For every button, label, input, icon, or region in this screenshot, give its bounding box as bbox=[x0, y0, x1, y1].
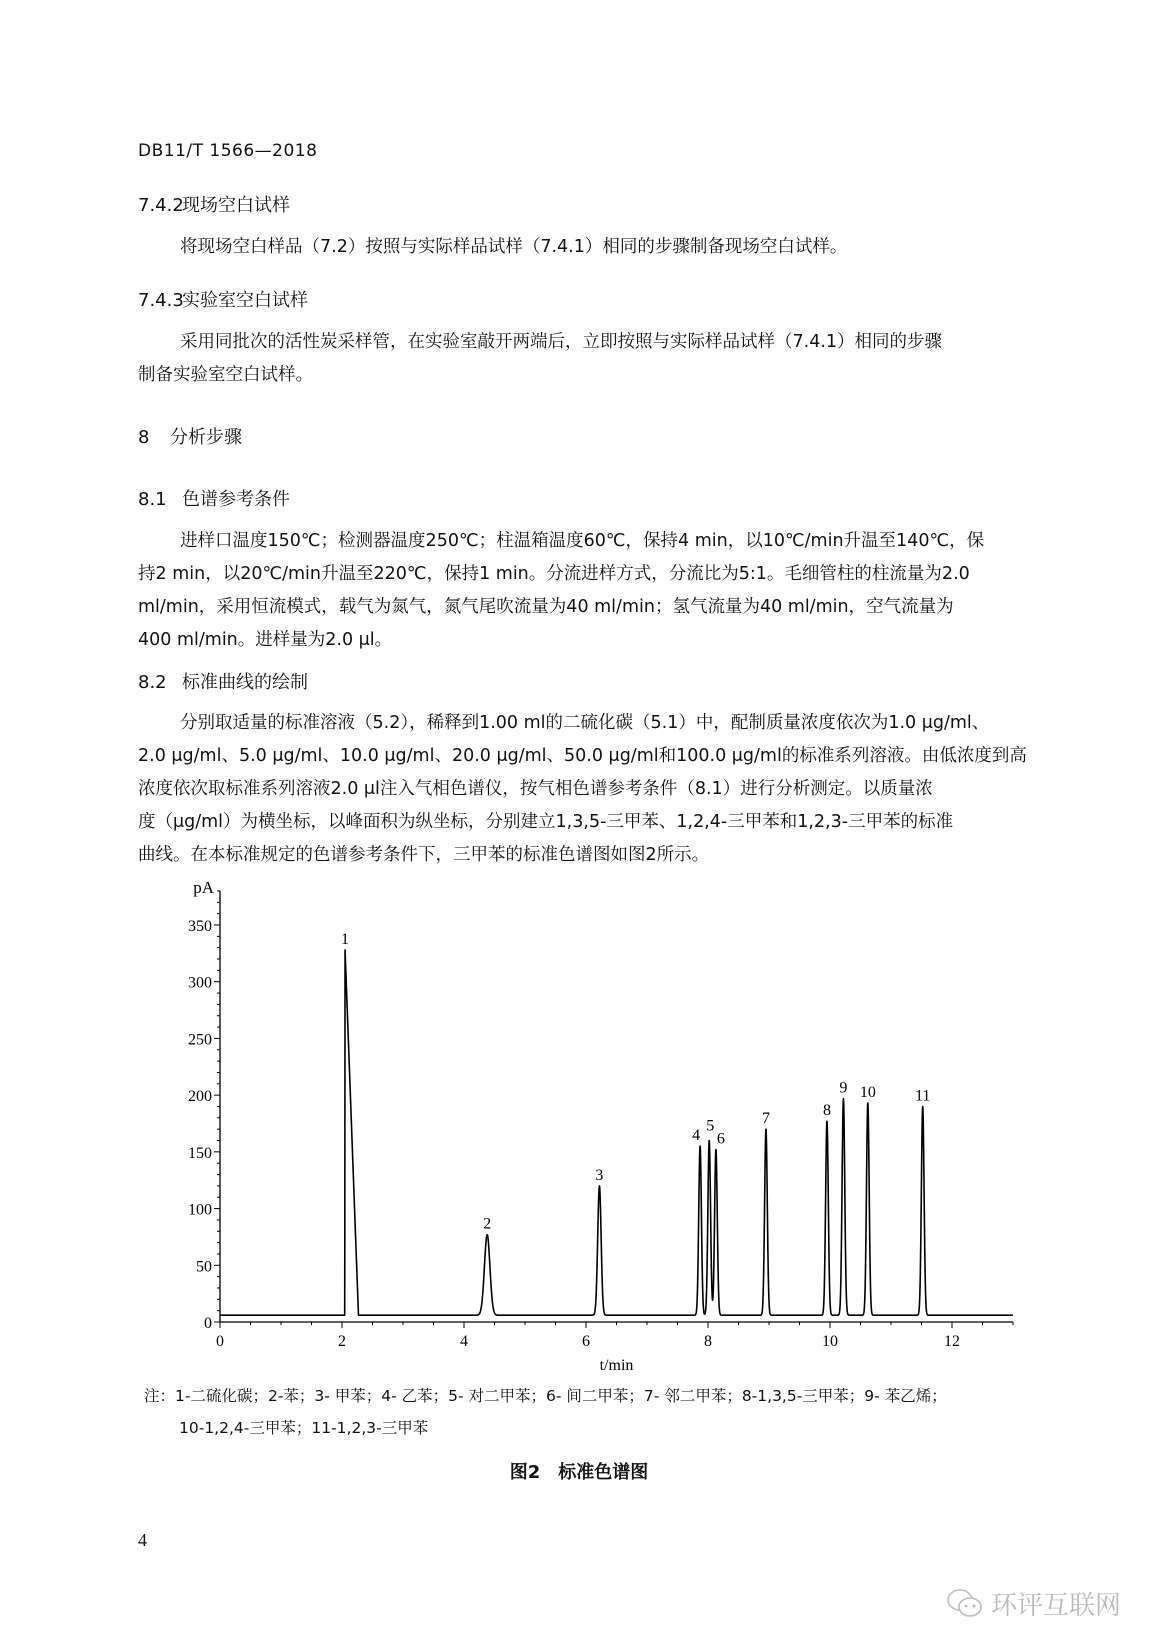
section-number: 8 bbox=[138, 427, 150, 448]
peak-label: 1 bbox=[341, 930, 350, 948]
paragraph-line: 持2 min，以20℃/min升温至220℃，保持1 min。分流进样方式，分流比为5:1。毛细管柱的柱流量为2.0 bbox=[138, 564, 970, 584]
peak-label: 4 bbox=[692, 1127, 701, 1145]
chat-bubble-icon bbox=[945, 1587, 985, 1621]
peak-label: 3 bbox=[595, 1166, 604, 1184]
paragraph-line: 曲线。在本标准规定的色谱参考条件下，三甲苯的标准色谱图如图2所示。 bbox=[138, 845, 710, 865]
x-tick-label: 2 bbox=[338, 1333, 346, 1350]
paragraph-line: 浓度依次取标准系列溶液2.0 μl注入气相色谱仪，按气相色谱参考条件（8.1）进行分析测定。以质量浓 bbox=[138, 779, 933, 799]
section-title: 标准曲线的绘制 bbox=[182, 672, 308, 693]
y-tick-label: 300 bbox=[188, 974, 212, 992]
y-tick-label: 150 bbox=[188, 1144, 212, 1162]
section-number: 8.2 bbox=[138, 672, 167, 693]
figure-note-line: 10-1,2,4-三甲苯；11-1,2,3-三甲苯 bbox=[179, 1419, 429, 1437]
peak-label: 11 bbox=[915, 1087, 931, 1105]
peak-label: 7 bbox=[761, 1110, 770, 1128]
figure-note-line: 注：1-二硫化碳；2-苯；3- 甲苯；4- 乙苯；5- 对二甲苯；6- 间二甲苯；7- 邻二甲苯；8-1,3,5-三甲苯；9- 苯乙烯； bbox=[144, 1387, 947, 1405]
section-title: 色谱参考条件 bbox=[182, 489, 290, 510]
x-tick-label: 4 bbox=[460, 1333, 468, 1350]
section-number: 7.4.3 bbox=[138, 290, 184, 311]
x-axis-label: t/min bbox=[599, 1357, 634, 1374]
peak-label: 9 bbox=[839, 1079, 848, 1097]
section-title: 分析步骤 bbox=[170, 427, 242, 448]
y-tick-label: 200 bbox=[188, 1088, 212, 1106]
section-title: 现场空白试样 bbox=[182, 195, 290, 216]
x-tick-label: 10 bbox=[822, 1333, 838, 1350]
section-number: 8.1 bbox=[138, 489, 167, 510]
x-tick-label: 12 bbox=[944, 1333, 960, 1350]
page-number: 4 bbox=[138, 1530, 147, 1550]
paragraph-line: 分别取适量的标准溶液（5.2），稀释到1.00 ml的二硫化碳（5.1）中，配制质量浓度依次为1.0 μg/ml、 bbox=[180, 713, 990, 733]
figure-caption: 图2 标准色谱图 bbox=[509, 1462, 649, 1483]
document-code: DB11/T 1566—2018 bbox=[138, 141, 318, 161]
paragraph-line: 度（μg/ml）为横坐标，以峰面积为纵坐标，分别建立1,3,5-三甲苯、1,2,4-三甲苯和1,2,3-三甲苯的标准 bbox=[138, 812, 954, 832]
y-axis-label: pA bbox=[193, 877, 214, 897]
paragraph-line: 2.0 μg/ml、5.0 μg/ml、10.0 μg/ml、20.0 μg/ml、50.0 μg/ml和100.0 μg/ml的标准系列溶液。由低浓度到高 bbox=[138, 746, 1027, 766]
y-tick-label: 100 bbox=[188, 1201, 212, 1219]
section-number: 7.4.2 bbox=[138, 195, 184, 216]
y-tick-label: 350 bbox=[188, 918, 212, 935]
chart-axes bbox=[188, 891, 1013, 1350]
x-tick-label: 0 bbox=[216, 1333, 224, 1350]
watermark-text: 环评互联网 bbox=[991, 1591, 1122, 1621]
paragraph-line: 采用同批次的活性炭采样管，在实验室敲开两端后，立即按照与实际样品试样（7.4.1）相同的步骤 bbox=[180, 332, 943, 352]
x-tick-label: 8 bbox=[704, 1333, 712, 1350]
chromatogram-trace bbox=[220, 950, 1013, 1315]
y-tick-label: 50 bbox=[196, 1258, 212, 1276]
y-tick-label: 250 bbox=[188, 1031, 212, 1049]
y-tick-label: 0 bbox=[204, 1315, 212, 1332]
peak-label: 2 bbox=[483, 1215, 492, 1233]
x-tick-label: 6 bbox=[582, 1333, 590, 1350]
paragraph-line: 400 ml/min。进样量为2.0 μl。 bbox=[138, 630, 393, 650]
peak-label: 6 bbox=[716, 1130, 725, 1148]
watermark bbox=[945, 1585, 1121, 1622]
section-title: 实验室空白试样 bbox=[182, 290, 308, 311]
paragraph-line: 制备实验室空白试样。 bbox=[138, 365, 313, 385]
paragraph-line: ml/min，采用恒流模式，载气为氮气，氮气尾吹流量为40 ml/min；氢气流量为40 ml/min，空气流量为 bbox=[138, 597, 954, 617]
peak-label: 10 bbox=[859, 1084, 876, 1102]
paragraph-line: 进样口温度150℃；检测器温度250℃；柱温箱温度60℃，保持4 min，以10℃/min升温至140℃，保 bbox=[180, 531, 985, 551]
figure-note bbox=[144, 1380, 947, 1444]
peak-label: 8 bbox=[822, 1102, 831, 1120]
peak-label: 5 bbox=[706, 1117, 715, 1135]
paragraph-line: 将现场空白样品（7.2）按照与实际样品试样（7.4.1）相同的步骤制备现场空白试样。 bbox=[180, 237, 848, 257]
